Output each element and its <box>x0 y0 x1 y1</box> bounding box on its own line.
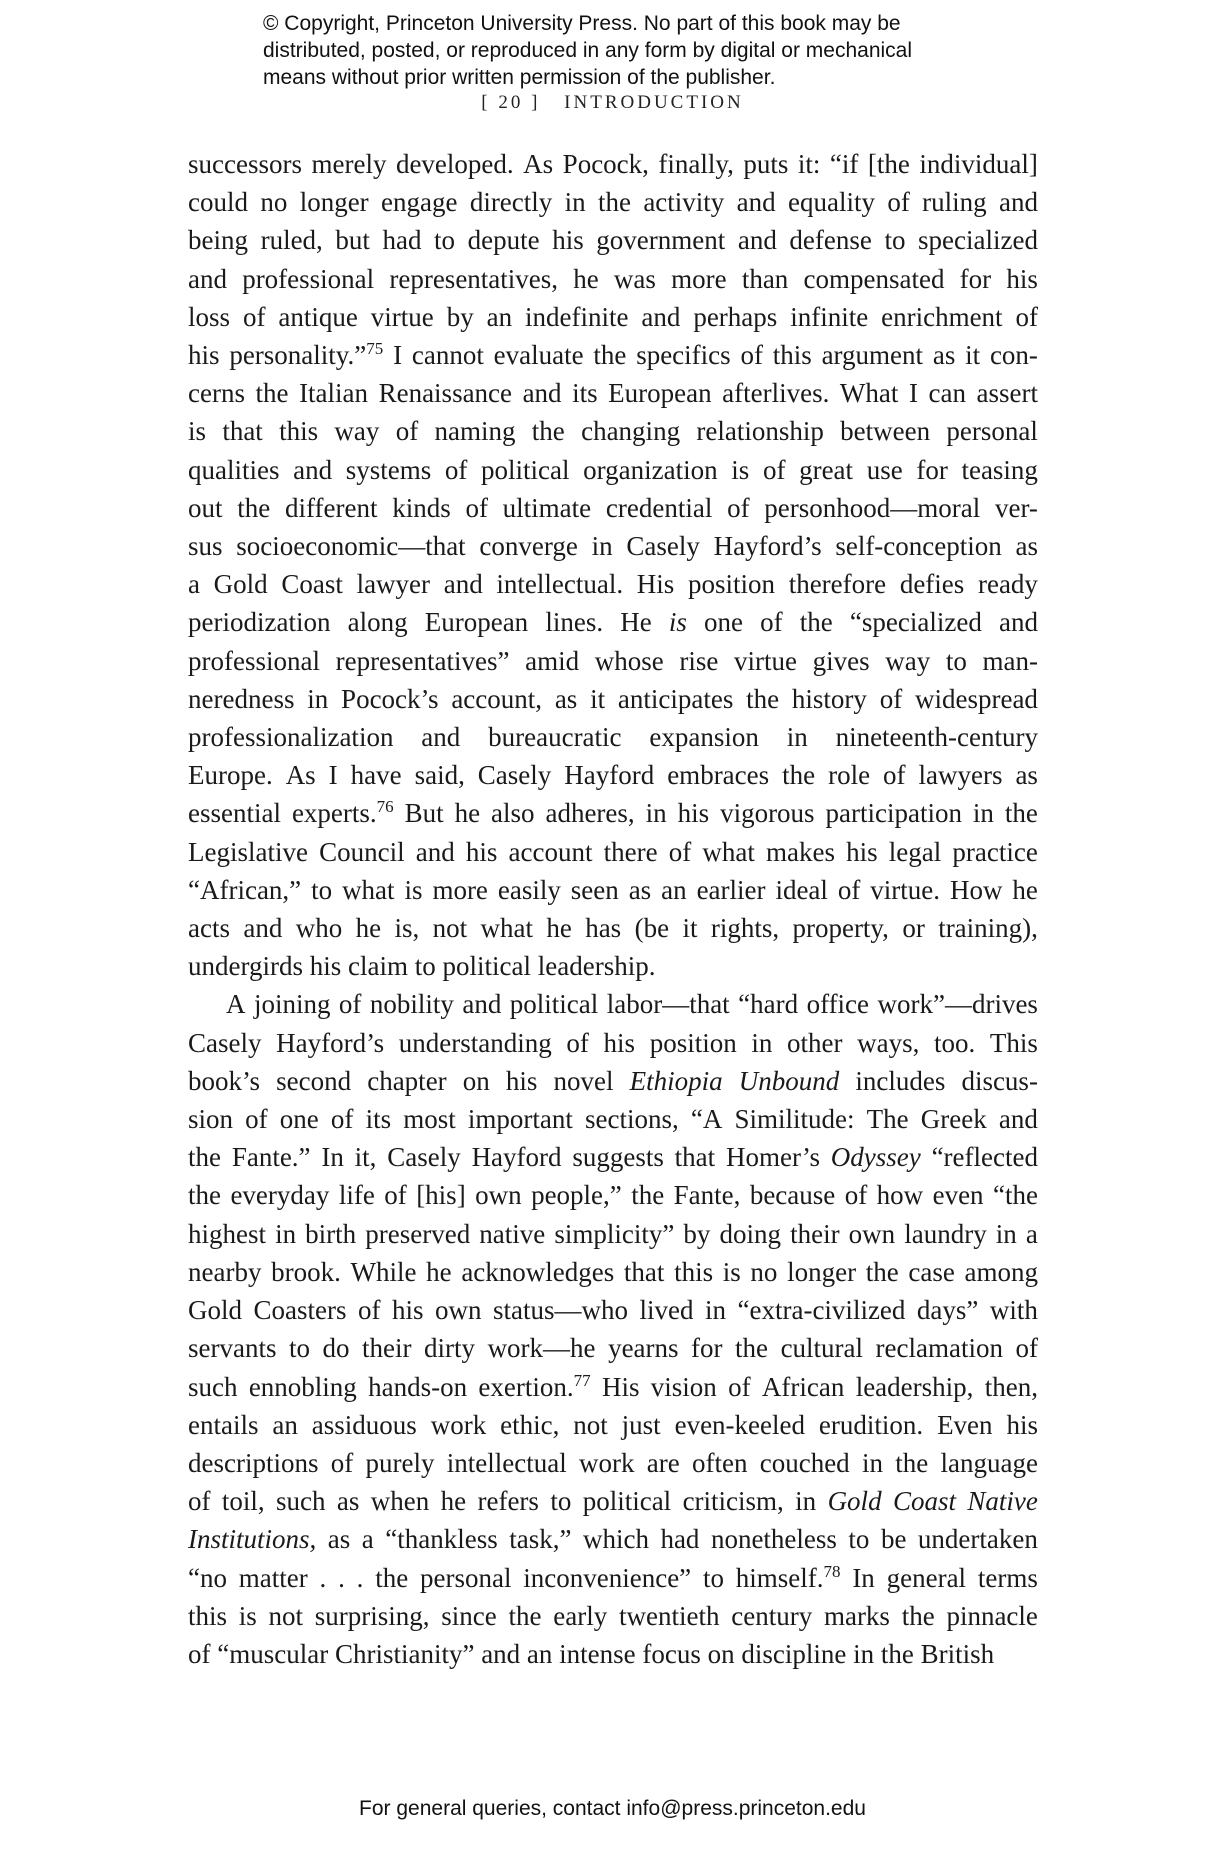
copyright-line: means without prior written permission of the publisher. <box>263 66 776 89</box>
body-line: the everyday life of [his] own people,” the Fante, because of how even “the <box>188 1180 1038 1211</box>
body-line: being ruled, but had to depute his government and defense to specialized <box>188 225 1038 256</box>
body-line: highest in birth preserved native simplicity” by doing their own laundry in a <box>188 1218 1038 1249</box>
body-line: A joining of nobility and political labor—that “hard office work”—drives <box>226 989 1038 1020</box>
body-line: nearby brook. While he acknowledges that this is no longer the case among <box>188 1256 1038 1287</box>
body-line: Gold Coasters of his own status—who lived in “extra-civilized days” with <box>188 1295 1038 1326</box>
body-line: the Fante.” In it, Casely Hayford suggests that Homer’s Odyssey “reflected <box>188 1142 1038 1173</box>
body-line: is that this way of naming the changing relationship between personal <box>188 416 1038 447</box>
body-line: such ennobling hands-on exertion.$^{77}$ His vision of African leadership, then, <box>188 1370 1038 1402</box>
copyright-line: © Copyright, Princeton University Press. No part of this book may be <box>263 12 901 35</box>
copyright-notice <box>263 10 1023 91</box>
body-line: loss of antique virtue by an indefinite and perhaps infinite enrichment of <box>188 301 1038 332</box>
copyright-line: distributed, posted, or reproduced in any form by digital or mechanical <box>263 39 913 62</box>
body-line: of toil, such as when he refers to political criticism, in Gold Coast Native <box>188 1486 1038 1517</box>
body-line: could no longer engage directly in the activity and equality of ruling and <box>188 187 1038 218</box>
body-line: acts and who he is, not what he has (be it rights, property, or training), <box>188 913 1038 944</box>
body-line: sion of one of its most important sections, “A Similitude: The Greek and <box>188 1104 1038 1135</box>
body-line: successors merely developed. As Pocock, finally, puts it: “if [the individual] <box>188 149 1038 179</box>
body-line: servants to do their dirty work—he yearns for the cultural reclamation of <box>188 1333 1038 1364</box>
page-number: [ 20 ] <box>481 92 541 113</box>
running-head <box>0 92 1225 114</box>
body-line: undergirds his claim to political leadership. <box>188 951 656 982</box>
footer-contact: For general queries, contact info@press.princeton.edu <box>359 1797 866 1820</box>
body-line: periodization along European lines. He is one of the “specialized and <box>188 607 1038 638</box>
body-line: Institutions, as a “thankless task,” which had nonetheless to be undertaken <box>188 1524 1038 1555</box>
body-line: out the different kinds of ultimate credential of personhood—moral ver- <box>188 492 1038 523</box>
body-line: “no matter . . . the personal inconvenience” to himself.$^{78}$ In general terms <box>188 1561 1038 1593</box>
body-line: professionalization and bureaucratic expansion in nineteenth-century <box>188 722 1038 753</box>
body-line: a Gold Coast lawyer and intellectual. His position therefore defies ready <box>188 569 1038 600</box>
body-line: essential experts.$^{76}$ But he also adheres, in his vigorous participation in the <box>188 797 1038 829</box>
body-line: book’s second chapter on his novel Ethiopia Unbound includes discus- <box>188 1065 1038 1096</box>
body-line: cerns the Italian Renaissance and its European afterlives. What I can assert <box>188 378 1038 409</box>
body-line: qualities and systems of political organization is of great use for teasing <box>188 454 1038 485</box>
body-line: Legislative Council and his account there of what makes his legal practice <box>188 836 1038 867</box>
body-line: entails an assiduous work ethic, not just even-keeled erudition. Even his <box>188 1409 1038 1440</box>
section-title: INTRODUCTION <box>564 92 744 113</box>
body-line: of “muscular Christianity” and an intense focus on discipline in the British <box>188 1638 995 1669</box>
body-line: sus socioeconomic—that converge in Casely Hayford’s self-conception as <box>188 531 1038 562</box>
body-line: descriptions of purely intellectual work are often couched in the language <box>188 1447 1038 1478</box>
body-line: his personality.”$^{75}$ I cannot evaluate the specifics of this argument as it con- <box>188 339 1038 371</box>
body-line: neredness in Pocock’s account, as it anticipates the history of widespread <box>188 683 1038 714</box>
body-text <box>188 145 1038 1673</box>
body-line: professional representatives” amid whose rise virtue gives way to man- <box>188 645 1038 676</box>
body-line: Europe. As I have said, Casely Hayford embraces the role of lawyers as <box>188 760 1038 791</box>
body-line: and professional representatives, he was more than compensated for his <box>188 263 1038 294</box>
body-line: Casely Hayford’s understanding of his position in other ways, too. This <box>188 1027 1038 1058</box>
body-line: this is not surprising, since the early twentieth century marks the pinnacle <box>188 1600 1038 1631</box>
body-line: “African,” to what is more easily seen as an earlier ideal of virtue. How he <box>188 874 1038 905</box>
